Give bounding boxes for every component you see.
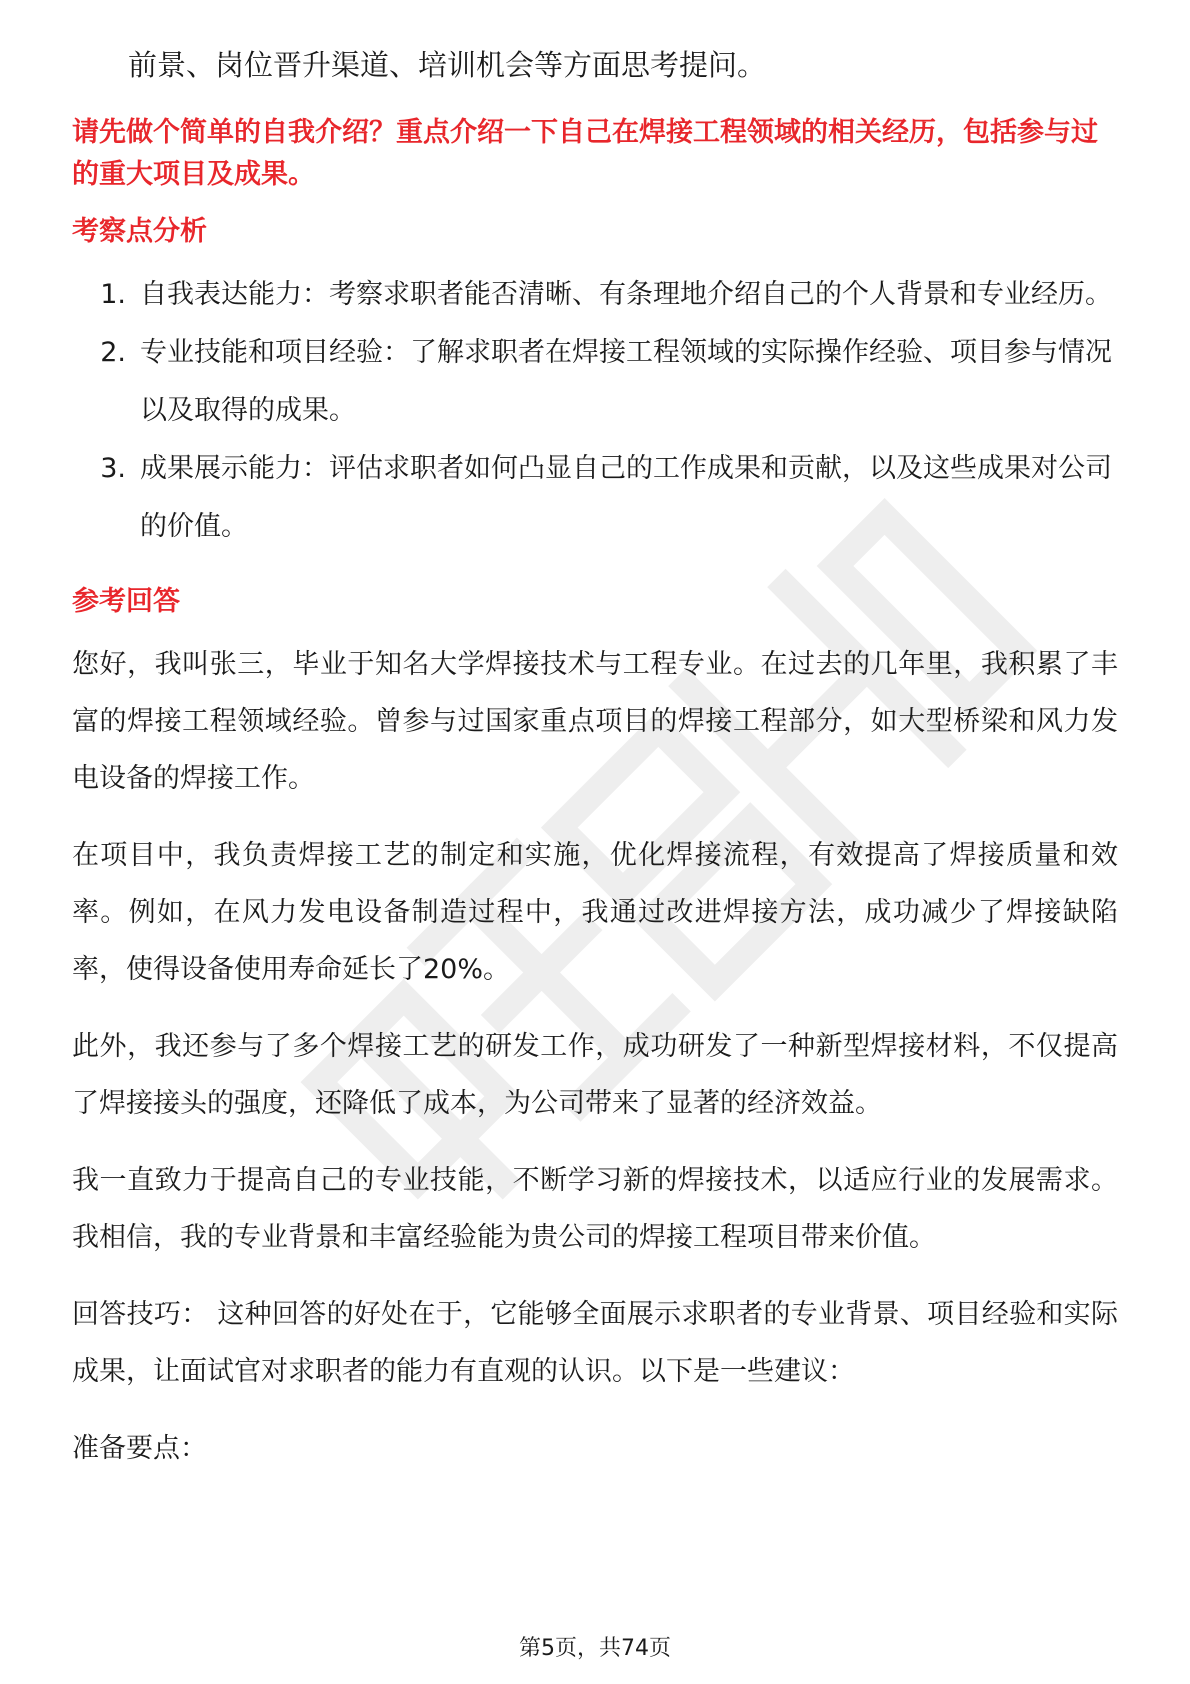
reference-paragraph: 此外，我还参与了多个焊接工艺的研发工作，成功研发了一种新型焊接材料，不仅提高了焊接接头的强度，还降低了成本，为公司带来了显著的经济效益。: [72, 1031, 1118, 1119]
analysis-list: [72, 266, 1122, 556]
reference-heading: 参考回答: [72, 586, 180, 617]
list-item-text: 自我表达能力：考察求职者能否清晰、有条理地介绍自己的个人背景和专业经历。: [140, 279, 1112, 310]
page-content: [72, 40, 1122, 1477]
analysis-heading: 考察点分析: [72, 216, 207, 247]
list-item-number: 1.: [100, 279, 126, 310]
interview-question: 请先做个简单的自我介绍？重点介绍一下自己在焊接工程领域的相关经历，包括参与过的重大项目及成果。: [72, 117, 1098, 190]
list-item: [72, 440, 1122, 556]
list-item: [72, 266, 1122, 324]
page-number: 第5页，共74页: [519, 1636, 671, 1661]
answer-tips-paragraph: 回答技巧： 这种回答的好处在于，它能够全面展示求职者的专业背景、项目经验和实际成果，让面试官对求职者的能力有直观的认识。以下是一些建议：: [72, 1299, 1118, 1387]
list-item-number: 2.: [100, 337, 126, 368]
list-item-number: 3.: [100, 453, 126, 484]
preparation-points-heading: 准备要点：: [72, 1433, 207, 1464]
list-item-text: 成果展示能力：评估求职者如何凸显自己的工作成果和贡献，以及这些成果对公司的价值。: [140, 453, 1112, 542]
reference-paragraph: 我一直致力于提高自己的专业技能，不断学习新的焊接技术，以适应行业的发展需求。我相信，我的专业背景和丰富经验能为贵公司的焊接工程项目带来价值。: [72, 1165, 1118, 1253]
reference-paragraph: 在项目中，我负责焊接工艺的制定和实施，优化焊接流程，有效提高了焊接质量和效率。例如，在风力发电设备制造过程中，我通过改进焊接方法，成功减少了焊接缺陷率，使得设备使用寿命延长了20%。: [72, 840, 1118, 985]
continuation-text: 前景、岗位晋升渠道、培训机会等方面思考提问。: [128, 48, 767, 82]
list-item-text: 专业技能和项目经验：了解求职者在焊接工程领域的实际操作经验、项目参与情况以及取得的成果。: [140, 337, 1112, 426]
reference-paragraph: 您好，我叫张三，毕业于知名大学焊接技术与工程专业。在过去的几年里，我积累了丰富的焊接工程领域经验。曾参与过国家重点项目的焊接工程部分，如大型桥梁和风力发电设备的焊接工作。: [72, 649, 1118, 794]
list-item: [72, 324, 1122, 440]
